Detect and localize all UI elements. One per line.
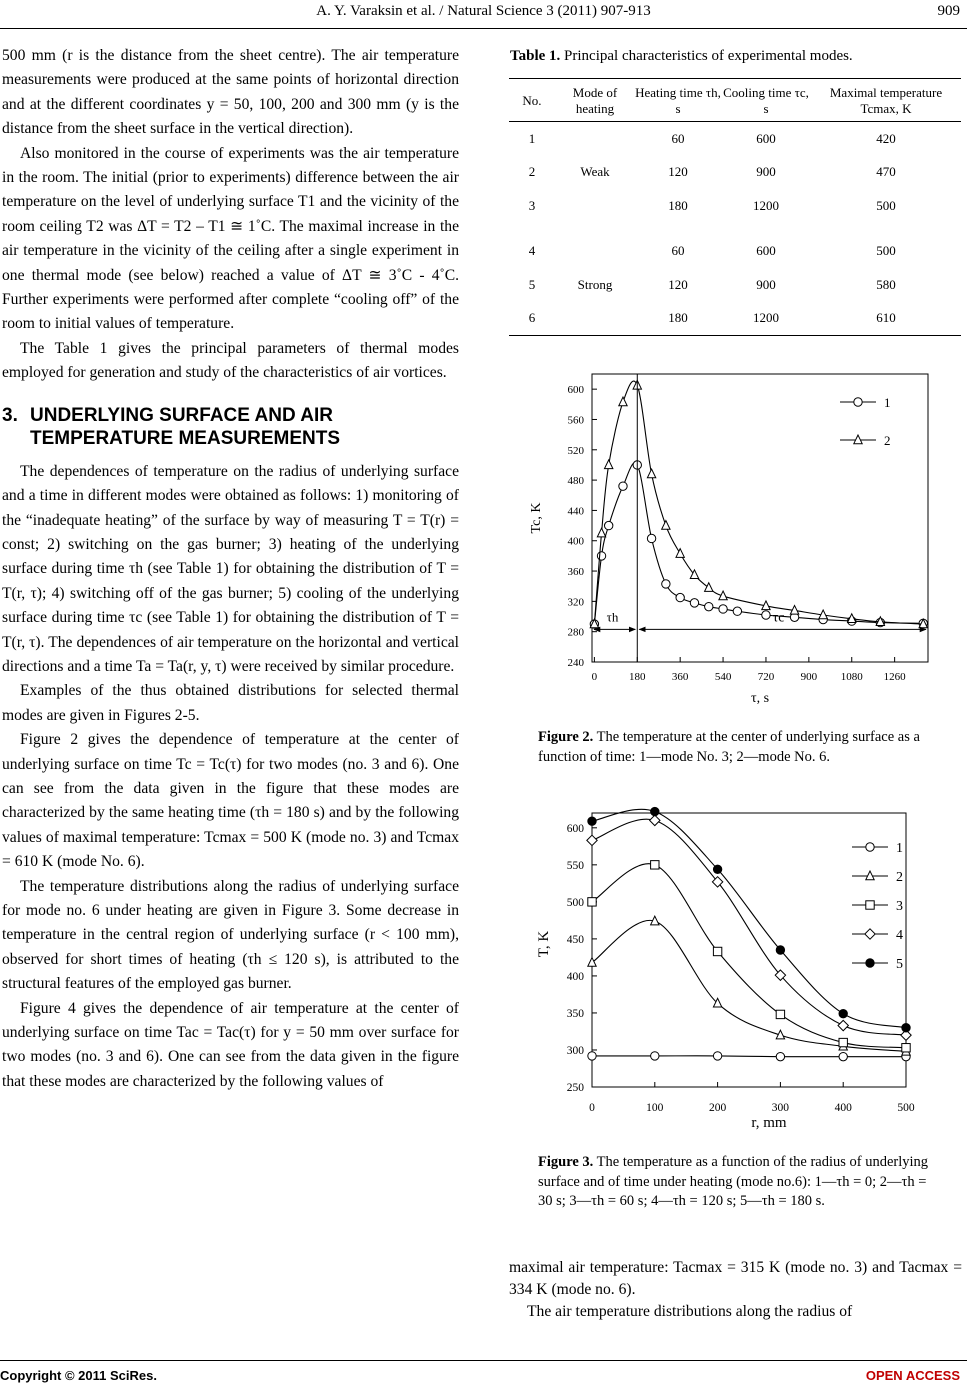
data-point-1: [719, 605, 727, 613]
plot-frame: [592, 813, 906, 1087]
table-cell: 900: [756, 164, 776, 180]
series-line-4: [592, 819, 906, 1035]
modes-table: [509, 78, 961, 336]
paragraph-5: Examples of the thus obtained distributions for selected thermal modes are given in Figures 2-5.: [2, 682, 459, 724]
paragraph-1: 500 mm (r is the distance from the sheet centre). The air temperature measurements were produced at the same points of horizontal direction and at the different coordinates y = 50, 100, 200 and 300 mm (y is the distance from the sheet surface in the vertical direction).: [2, 47, 459, 138]
data-point-1: [762, 611, 770, 619]
x-tick-label: 1080: [840, 671, 863, 683]
y-tick-label: 400: [566, 970, 584, 983]
series-line-5: [592, 809, 906, 1027]
figure-2-chart: [528, 368, 943, 713]
x-tick-label: 500: [897, 1102, 915, 1114]
data-point-3: [839, 1038, 847, 1046]
legend-marker-5: [866, 959, 874, 967]
figure-3: [528, 805, 943, 1135]
paragraph-7: The temperature distributions along the radius of underlying surface for mode no. 6 under heating are given in Figure 3. Some decrease in temperature in the central region of underlying surface (r < 100 mm), observed for short times of heating (τh ≤ 120 s), is attributed to the structural features of the employed gas burner.: [2, 877, 459, 993]
paragraph-4: The dependences of temperature on the radius of underlying surface and a time in different modes were obtained as follows: 1) monitoring of the “inadequate heating” of the surface by way of measuring T = T(r) = const; 2) switching on the gas burner; 3) heating of the underlying surface during time τh (see Table 1) for obtaining the distribution of T = T(r, τ); 4) switching off of the gas burner; 5) cooling of the underlying surface during time τc (see Table 1) for obtaining the distribution of T = T(r, τ). The dependences of air temperature on the horizontal and vertical directions and a time Ta = Ta(r, y, τ) were received by similar procedure.: [2, 462, 459, 675]
table-cell: 1200: [721, 302, 811, 336]
data-point-2: [604, 460, 612, 469]
table-row: [509, 268, 961, 302]
y-tick-label: 440: [567, 505, 584, 518]
x-tick-label: 300: [771, 1102, 790, 1114]
data-point-3: [651, 861, 659, 869]
x-tick-label: 360: [671, 671, 689, 683]
table-cell: 2: [528, 164, 536, 180]
table-cell: 60: [671, 130, 685, 146]
table-cell: 610: [811, 302, 961, 336]
open-access-label: OPEN ACCESS: [865, 1368, 960, 1383]
figure-2-caption: [538, 728, 936, 767]
table-cell: 600: [756, 243, 776, 259]
table-cell: [555, 189, 635, 223]
data-point-2: [647, 469, 655, 478]
footer-rule: [0, 1360, 967, 1361]
legend-label-2: 2: [896, 870, 903, 885]
data-point-1: [839, 1052, 847, 1060]
legend-marker-2: [866, 871, 874, 880]
header-no: No.: [509, 79, 555, 122]
figure-3-chart: [528, 805, 943, 1135]
x-tick-label: 0: [589, 1102, 595, 1114]
data-point-2: [676, 549, 684, 558]
data-point-1: [662, 580, 670, 588]
header-cooling-time: Cooling time τc, s: [721, 79, 811, 122]
figure-2: [528, 368, 943, 713]
section-number: 3.: [2, 404, 18, 426]
copyright: Copyright © 2011 SciRes.: [0, 1368, 157, 1383]
right-column-text: [509, 1257, 962, 1323]
table-cell: 120: [668, 276, 688, 292]
data-point-3: [776, 1010, 784, 1018]
y-tick-label: 350: [566, 1007, 584, 1020]
legend-marker-3: [866, 901, 874, 909]
y-axis-label: T, K: [536, 930, 552, 958]
data-point-1: [588, 1052, 596, 1060]
legend-marker-4: [865, 929, 875, 939]
y-tick-label: 600: [566, 822, 584, 835]
data-point-3: [588, 898, 596, 906]
table-cell: [555, 122, 635, 156]
y-tick-label: 500: [566, 896, 584, 909]
data-point-1: [690, 599, 698, 607]
table-cell: Weak: [580, 164, 610, 180]
table-caption: [510, 48, 960, 65]
data-point-5: [651, 807, 659, 815]
series-line-1: [594, 463, 923, 624]
data-point-1: [713, 1052, 721, 1060]
figure-3-caption-label: Figure 3.: [538, 1154, 594, 1170]
header-mode: Mode of heating: [555, 79, 635, 122]
y-axis-label: Tc, K: [529, 502, 544, 534]
data-point-1: [619, 482, 627, 490]
y-tick-label: 400: [567, 535, 584, 548]
data-point-2: [662, 521, 670, 530]
legend-label-1: 1: [896, 841, 903, 856]
x-tick-label: 0: [591, 671, 598, 683]
data-point-5: [588, 817, 596, 825]
legend-marker-2: [854, 435, 862, 444]
table-cell: 470: [876, 164, 896, 180]
page-header: [0, 3, 967, 23]
data-point-1: [647, 534, 655, 542]
data-point-4: [587, 835, 597, 845]
legend-label-3: 3: [896, 899, 903, 914]
tau-c-label: τc: [772, 610, 785, 626]
right-paragraph-2: The air temperature distributions along the radius of: [527, 1303, 853, 1320]
table-cell: 900: [756, 276, 776, 292]
data-point-1: [705, 602, 713, 610]
y-tick-label: 480: [567, 475, 584, 488]
y-tick-label: 560: [567, 414, 584, 427]
x-tick-label: 100: [646, 1102, 664, 1114]
data-point-1: [676, 593, 684, 601]
x-tick-label: 200: [708, 1102, 727, 1114]
table-cell: 1200: [753, 197, 779, 213]
data-point-4: [838, 1020, 848, 1030]
figure-2-caption-text: The temperature at the center of underlying surface as a function of time: 1—mode No. 3; 2—mode No. 6.: [538, 729, 920, 765]
table-cell: 180: [668, 197, 688, 213]
data-point-4: [650, 815, 660, 825]
table-caption-text: Principal characteristics of experimental modes.: [560, 48, 853, 64]
x-axis-label: τ, s: [750, 691, 770, 706]
x-tick-label: 900: [800, 671, 818, 683]
y-tick-label: 360: [567, 566, 584, 579]
section-heading: [2, 404, 459, 450]
y-tick-label: 240: [567, 657, 584, 669]
section-title: UNDERLYING SURFACE AND AIR TEMPERATURE MEASUREMENTS: [30, 404, 340, 449]
table-cell: 600: [756, 130, 776, 146]
data-point-2: [588, 958, 596, 967]
y-tick-label: 300: [566, 1044, 584, 1057]
series-line-1: [592, 1056, 906, 1057]
data-point-2: [597, 528, 605, 537]
header-heating-time: Heating time τh, s: [635, 79, 721, 122]
data-point-5: [713, 865, 721, 873]
data-point-5: [902, 1024, 910, 1032]
table-cell: 180: [635, 302, 721, 336]
table-cell: 3: [528, 197, 536, 213]
legend-marker-1: [866, 843, 874, 851]
table-header-row: [509, 79, 961, 122]
right-paragraph-1: maximal air temperature: Tacmax = 315 K (mode no. 3) and Tacmax = 334 K (mode no. 6).: [509, 1259, 962, 1298]
header-rule: [0, 28, 967, 29]
tau-h-label: τh: [606, 609, 619, 625]
y-tick-label: 280: [567, 626, 584, 639]
x-tick-label: 540: [714, 671, 732, 683]
data-point-5: [839, 1009, 847, 1017]
data-point-1: [776, 1052, 784, 1060]
y-tick-label: 520: [567, 444, 584, 457]
data-point-1: [604, 521, 612, 529]
data-point-1: [651, 1052, 659, 1060]
x-tick-label: 1260: [883, 671, 906, 683]
paragraph-8: Figure 4 gives the dependence of air temperature at the center of underlying surface on time Tac = Tac(τ) for y = 50 mm over surface for two modes (no. 3 and 6). One can see from the data given in the figure that these modes are characterized by the following values of: [2, 999, 459, 1090]
paragraph-2: Also monitored in the course of experiments was the air temperature in the room. The initial (prior to experiments) difference between the air temperature on the level of underlying surface T1 and the vicinity of the room ceiling T2 was ΔT = T2 – T1 ≅ 1˚C. The maximal increase in the air temperature in the vicinity of the ceiling after a single experiment in one thermal mode (see below) reached a value of ΔT ≅ 3˚C - 4˚C. Further experiments were performed after complete “cooling off” of the room to initial values of temperature.: [2, 144, 459, 333]
paragraph-6: Figure 2 gives the dependence of temperature at the center of underlying surface on time Tc = Tc(τ) for two modes (no. 3 and 6). One can see from the data given in the figure that these modes are characterized by the same heating time (τh = 180 s) and by the following values of maximal temperature: Tcmax = 500 K (mode no. 3) and Tcmax = 610 K (mode No. 6).: [2, 731, 459, 871]
left-column: [2, 44, 459, 1094]
x-tick-label: 400: [834, 1102, 852, 1114]
header-max-temp: Maximal temperature Tcmax, K: [811, 79, 961, 122]
table-row: [509, 223, 961, 269]
table-cell: 1: [528, 130, 536, 146]
table-caption-label: Table 1.: [510, 48, 561, 64]
table-row: [509, 122, 961, 156]
table-cell: Strong: [577, 276, 613, 292]
x-tick-label: 720: [757, 671, 775, 683]
paragraph-3: The Table 1 gives the principal parameters of thermal modes employed for generation and study of the characteristics of air vortices.: [2, 339, 459, 382]
data-point-2: [619, 397, 627, 406]
data-point-5: [776, 946, 784, 954]
series-line-2: [594, 381, 923, 624]
data-point-3: [902, 1044, 910, 1052]
data-point-1: [597, 552, 605, 560]
x-tick-label: 180: [629, 671, 646, 683]
running-title: A. Y. Varaksin et al. / Natural Science 3 (2011) 907-913: [316, 3, 651, 19]
data-point-1: [733, 607, 741, 615]
table-cell: 500: [876, 197, 896, 213]
legend-label-5: 5: [896, 957, 903, 972]
table-row: [509, 189, 961, 223]
table-cell: 120: [668, 164, 688, 180]
data-point-3: [713, 947, 721, 955]
table-row: [509, 156, 961, 190]
table-cell: 60: [671, 243, 685, 259]
x-axis-label: r, mm: [751, 1115, 787, 1131]
figure-3-caption-text: The temperature as a function of the radius of underlying surface and of time under heating (mode no.6): 1—τh = 0; 2—τh = 30 s; 3—τh = 60 s; 4—τh = 120 s; 5—τh = 180 s.: [538, 1154, 929, 1209]
table-cell: 500: [876, 243, 896, 259]
page-number: 909: [937, 3, 960, 19]
table-cell: [555, 302, 635, 336]
legend-label-2: 2: [884, 433, 891, 448]
table-cell: 580: [876, 276, 896, 292]
table-row: [509, 302, 961, 336]
table-cell: 6: [509, 302, 555, 336]
y-tick-label: 550: [566, 859, 584, 872]
data-point-2: [705, 583, 713, 592]
y-tick-label: 250: [566, 1082, 584, 1094]
table-cell: [555, 223, 635, 269]
table-cell: 4: [528, 243, 536, 259]
y-tick-label: 450: [566, 933, 584, 946]
figure-3-caption: [538, 1153, 936, 1212]
legend-label-1: 1: [884, 395, 891, 410]
figure-2-caption-label: Figure 2.: [538, 729, 594, 745]
y-tick-label: 600: [567, 384, 584, 397]
legend-label-4: 4: [896, 928, 903, 943]
y-tick-label: 320: [567, 596, 584, 609]
legend-marker-1: [854, 398, 862, 406]
table-cell: 420: [876, 130, 896, 146]
table-cell: 5: [528, 276, 536, 292]
